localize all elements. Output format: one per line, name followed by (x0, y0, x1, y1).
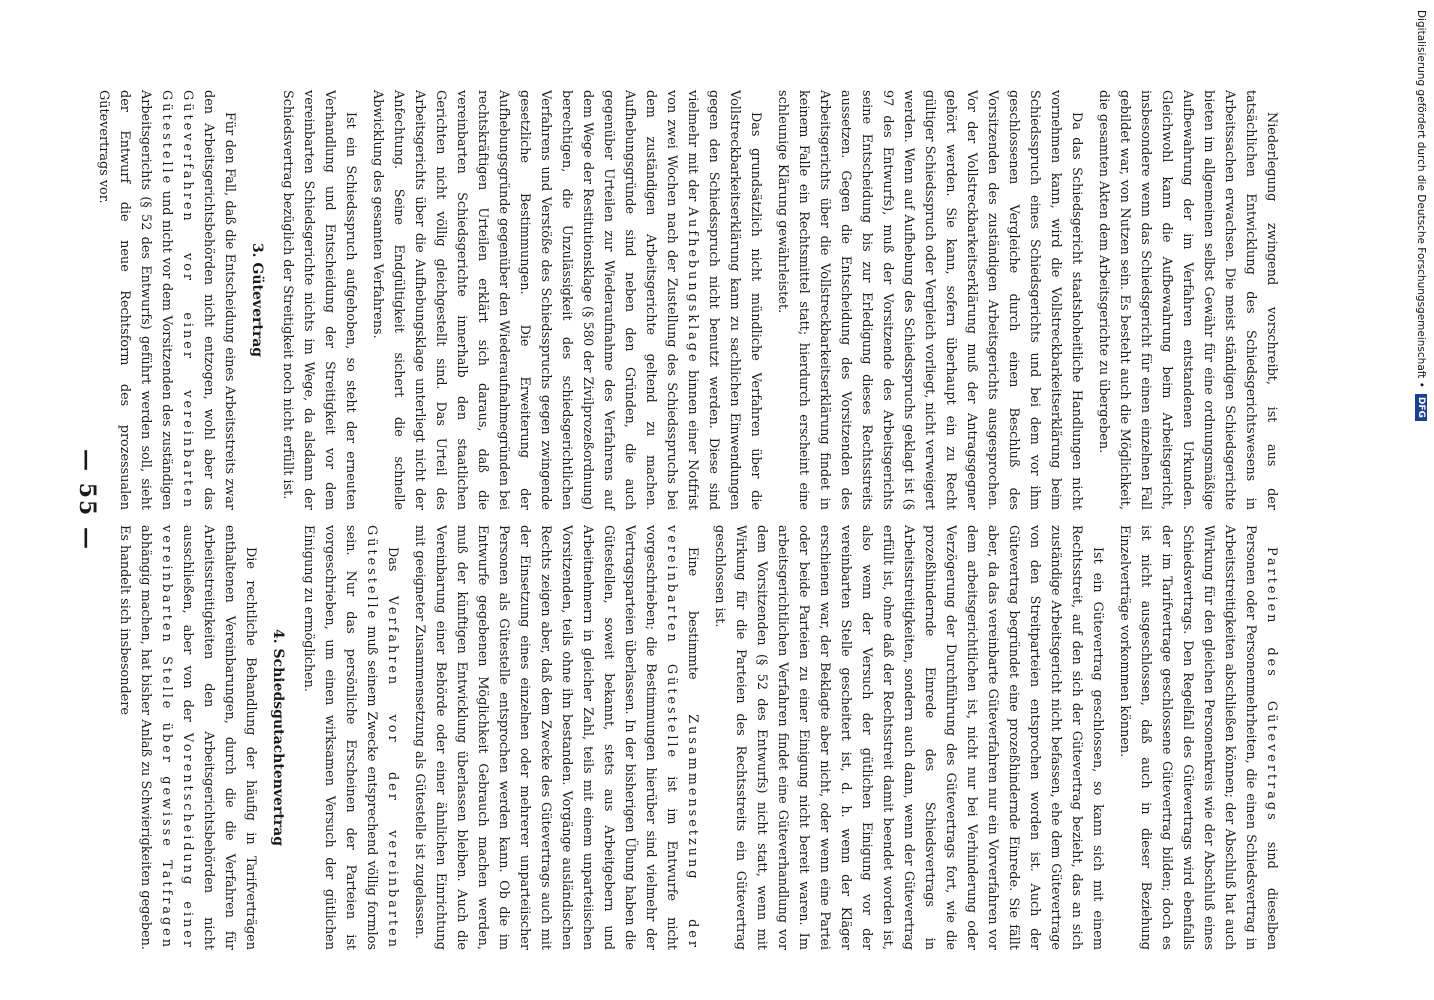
paragraph (114, 525, 261, 950)
section-heading-4: 4. Schiedsgutachtenvertrag (270, 628, 286, 847)
spaced-emphasis: Zusammensetzung der vereinbarten Gütestelle (664, 525, 700, 950)
paragraph: Ist ein Schiedsspruch aufgehoben, so steht der erneuten Verhandlung und Entscheidung der Streitigkeit vor dem vereinbarten Schiedsgerichte nichts im Wege, da alsdann der Schiedsvertrag bezüglich der Streitigkeit noch nicht erfüllt ist. (280, 90, 358, 510)
paragraph: Da das Schiedsgericht staatshoheitliche Handlungen nicht vornehmen kann, wird die Vollstreckbarkeitserklärung beim Schiedsspruch eines Schiedsgerichts und bei dem vor ihm geschlossenen Vergleiche durch einen Beschluß des Vorsitzenden des zuständigen Arbeitsgerichts ausgesprochen. Vor der Vollstreckbarkeitserklärung muß der Antragsgegner gehört werden. Sie kann, sofern überhaupt ein zu Recht gültiger Schiedsspruch oder Vergleich vorliegt, nicht verweigert werden. Wenn auf Aufhebung des Schiedsspruchs geklagt ist (§ 97 des Entwurfs), muß der Vorsitzende des Arbeitsgerichts seine Entscheidung bis zur Erledigung dieses Rechtsstreits aussetzen. Gegen die Entscheidung des Vorsitzenden des Arbeitsgerichts über die Vollstreckbarkeitserklärung findet in keinem Falle ein Rechtsmittel statt; hierdurch erscheint eine schleunige Klärung gewährleistet. (775, 90, 1084, 510)
paragraph: Niederlegung zwingend vorschreibt, ist aus der tatsächlichen Entwicklung des Schiedsgerichtswesens in Arbeitssachen erwachsen. Die meist ständigen Schiedsgerichte bieten im allgemeinen selbst Gewähr für eine ordnungsmäßige Aufbewahrung der im Verfahren entstandenen Urkunden. Gleichwohl kann die Aufbewahrung beim Arbeitsgericht, insbesondere wenn das Schiedsgericht für einen einzelnen Fall gebildet war, von Nutzen sein. Es besteht auch die Möglichkeit, die gesamten Akten dem Arbeitsgerichte zu übergeben. (1096, 90, 1279, 510)
paragraph (1114, 525, 1282, 950)
spaced-emphasis: Vorentscheidung einer vereinbarten Stelle über gewisse Tatfragen (159, 525, 195, 950)
paragraph (93, 90, 240, 510)
paragraph (367, 90, 766, 510)
dfg-logo-icon: DFG (1415, 394, 1427, 421)
spaced-emphasis: Parteien des Gütevertrags (1264, 547, 1279, 823)
section-heading-3: 3. Gütevertrag (249, 242, 265, 358)
paragraph: Ist ein Gütevertrag geschlossen, so kann sich mit einem Rechtsstreit, auf den sich der Gütevertrag bezieht, das an sich zuständige Arbeitsgericht nicht befassen, ehe dem Gütevertrage von den Streitparteien entsprochen worden ist. Auch der Gütevertrag begründet eine prozeßhindernde Einrede. Sie fällt aber, da das vereinbarte Güteverfahren nur ein Vorverfahren vor dem arbeitsgerichtlichen ist, nicht nur bei Verhinderung oder Verzögerung der Durchführung des Gütevertrags fort, wie die prozeßhindernde Einrede des Schiedsvertrags in Arbeitsstreitigkeiten, sondern auch dann, wenn der Gütevertrag erfüllt ist, ohne daß der Rechtsstreit damit beendet worden ist, also wenn der Versuch der gütlichen Einigung vor der vereinbarten Stelle gescheitert ist, d. h. wenn der Kläger erschienen war, der Beklagte aber nicht, oder wenn eine Partei oder beide Parteien zu einer Einigung nicht bereit waren. Im arbeitsgerichtlichen Verfahren findet eine Güteverhandlung vor dem Vorsitzenden (§ 52 des Entwurfs) nicht statt, wenn mit Wirkung für die Parteien des Rechtsstreits ein Gütevertrag geschlossen ist. (712, 525, 1105, 950)
text-run: Eine bestimmte (685, 547, 700, 715)
paragraph (409, 525, 703, 950)
spaced-emphasis: Aufhebungsklage (685, 206, 700, 365)
text-run: Das grundsätzlich nicht mündliche Verfahren über die Vollstreckbarkeitserklärung kann zu sachlichen Einwendungen gegen den Schiedsspruch nicht benutzt werden. Diese sind vielmehr mit der (685, 90, 763, 510)
text-run: ist im Entwurfe nicht vorgeschrieben; die Bestimmungen hierüber sind vielmehr der Vertragsparteien überlassen. In der bisherigen Übung haben die Gütestellen, soweit bekannt, stets aus Arbeitgebern und Arbeitnehmern in gleicher Zahl, teils mit einem unparteiischen Vorsitzenden, teils ohne ihn bestanden. Vorgänge ausländischen Rechts zeigen aber, daß dem Zwecke des Gütevertrags auch mit der Einsetzung eines einzelnen oder mehrerer unparteiischer Personen als Gütestelle entsprochen werden kann. Ob die im Entwurfe gegebenen Möglichkeit Gebrauch machen werden, muß der künftigen Entwicklung überlassen bleiben. Auch die Vereinbarung einer Behörde oder einer ähnlichen Einrichtung mit geeigneter Zusammensetzung als Gütestelle ist zugelassen. (412, 525, 679, 950)
text-run: muß seinem Zwecke entsprechend völlig formlos sein. Nur das persönliche Erscheinen der Parteien ist vorgeschrieben, um einen wirksamen Versuch der gütlichen Einigung zu ermöglichen. (301, 525, 379, 950)
text-run: Für den Fall, daß die Entscheidung eines Arbeitsstreits zwar den Arbeitsgerichtsbehörden nicht entzogen, wohl aber das (201, 90, 237, 510)
spaced-emphasis: Verfahren vor der vereinbarten Gütestelle (364, 525, 400, 950)
right-text-column (112, 525, 1282, 950)
digitization-credit (1414, 10, 1428, 990)
text-run: und nicht vor dem Vorsitzenden des zuständigen Arbeitsgerichts (§ 52 des Entwurfs) geführt werden soll, sieht der Entwurf die neue Rechtsform des prozessualen Gütevertrags vor. (96, 90, 174, 510)
spaced-emphasis: Güteverfahren vor einer vereinbarten Gütestelle (159, 90, 195, 510)
paragraph (298, 525, 403, 950)
text-run: Die rechtliche Behandlung der häufig in Tarifverträgen enthaltenen Vereinbarungen, durch die die Verfahren für Arbeitsstreitigkeiten den Arbeitsgerichtsbehörden nicht ausschließen, aber von der (180, 525, 258, 950)
text-run: abhängig machen, hat bisher Anlaß zu Schwierigkeiten gegeben. Es handelt sich insbesondere (117, 525, 153, 950)
credit-text: Digitalisierung gefördert durch die Deutsche Forschungsgemeinschaft • (1415, 10, 1427, 388)
text-run: Das (385, 547, 400, 596)
text-run: binnen einer Notfrist von zwei Wochen nach der Zustellung des Schiedsspruchs bei dem zuständigen Arbeitsgerichte geltend zu machen. Aufhebungsgründe sind neben den Gründen, die auch gegenüber Urteilen zur Wiederaufnahme des Verfahrens auf dem Wege der Restitutionsklage (§ 580 der Zivilprozeßordnung) berechtigen, die Unzulässigkeit des schiedsgerichtlichen Verfahrens und Verstöße des Schiedsspruchs gegen zwingende gesetzliche Bestimmungen. Die Erweiterung der Aufhebungsgründe gegenüber den Wiederaufnahmegründen bei rechtskräftigen Urteilen erklärt sich daraus, daß die vereinbarten Schiedsgerichte innerhalb den staatlichen Gerichten nicht völlig gleichgestellt sind. Das Urteil des Arbeitsgerichts über die Aufhebungsklage unterliegt nicht der Anfechtung. Seine Endgültigkeit sichert die schnelle Abwicklung des gesamten Verfahrens. (370, 90, 700, 510)
digitization-credit-text-line (1414, 10, 1428, 990)
text-run: sind dieselben Personen oder Personenmehrheiten, die einen Schiedsvertrag in Arbeitsstreitigkeiten abschließen können; der Abschluß hat auch Wirkung für den gleichen Personenkreis wie der Abschluß eines Schiedsvertrags. Den Regelfall des Gütevertrags wird ebenfalls der im Tarifvertrage geschlossene Gütevertrag bilden; doch es ist nicht ausgeschlossen, daß auch in dieser Beziehung Einzelverträge vorkommen können. (1117, 525, 1279, 951)
page-number: — 55 — (74, 449, 100, 551)
left-text-column (96, 90, 1282, 510)
